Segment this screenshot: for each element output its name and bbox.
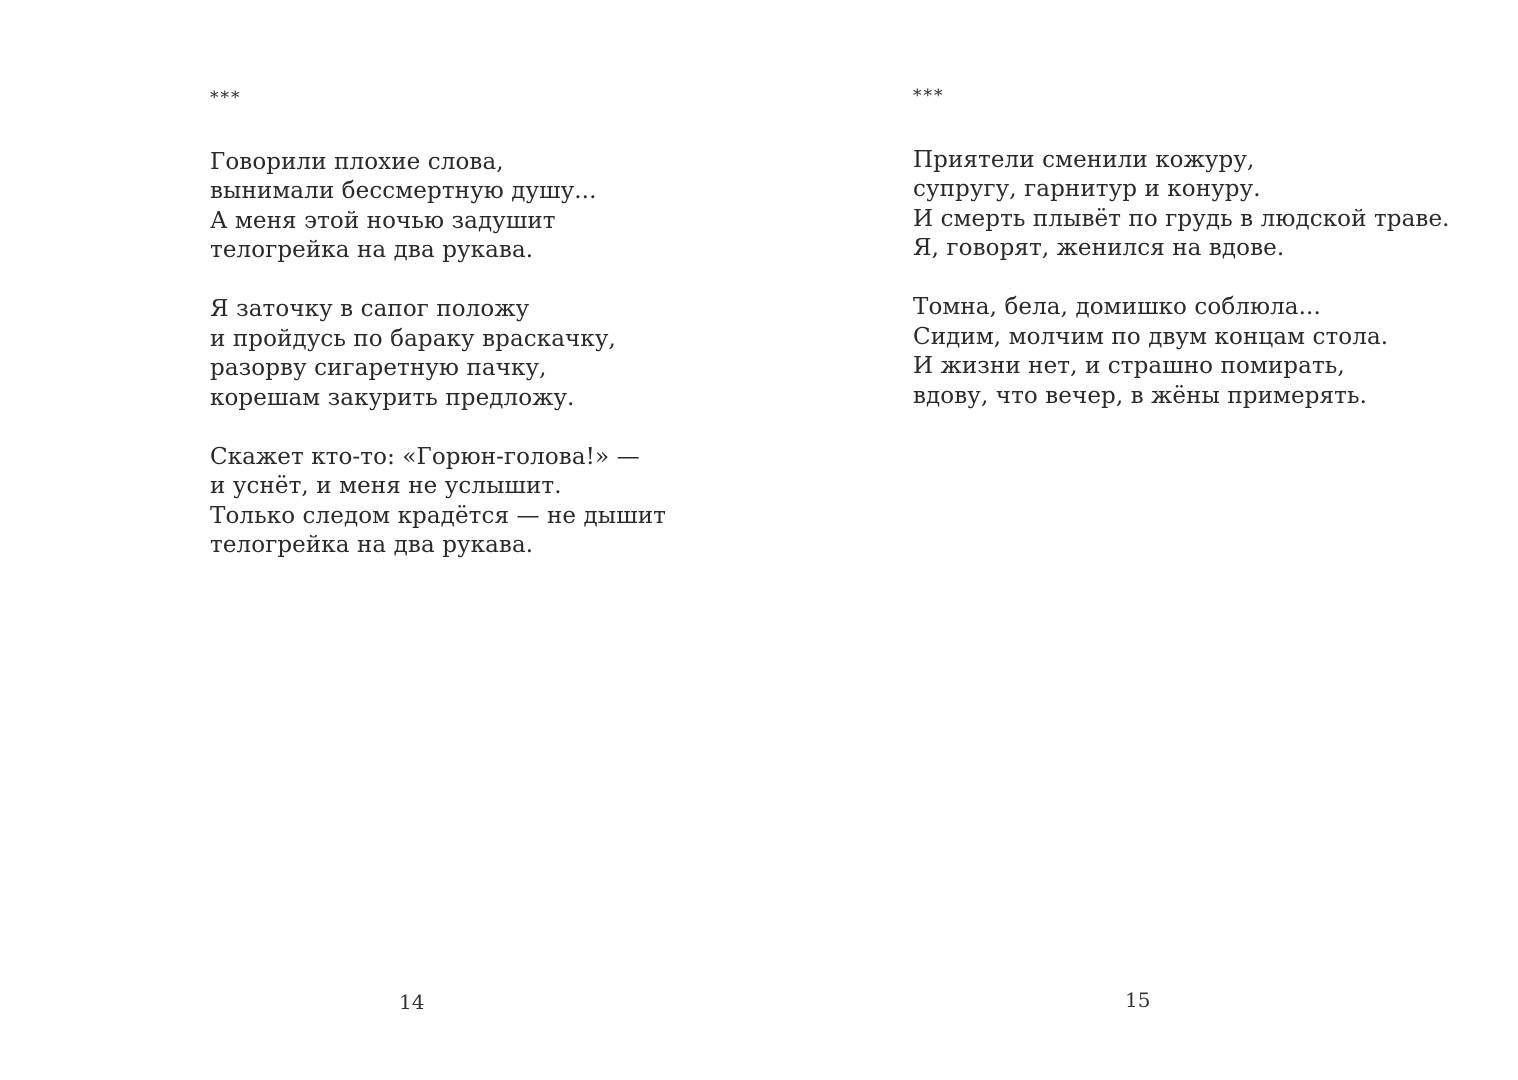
stanza-1 bbox=[913, 146, 1450, 264]
stanza-2 bbox=[210, 295, 666, 413]
poem-line: Я, говорят, женился на вдове. bbox=[913, 235, 1285, 261]
stanza-2 bbox=[913, 293, 1450, 411]
poem-separator: *** bbox=[913, 86, 945, 106]
poem-line: супругу, гарнитур и конуру. bbox=[913, 176, 1261, 202]
poem-line: Скажет кто-то: «Горюн-голова!» — bbox=[210, 443, 640, 470]
poem-line: телогрейка на два рукава. bbox=[210, 237, 534, 263]
poem-separator: *** bbox=[210, 88, 242, 108]
poem-line: А меня этой ночью задушит bbox=[210, 207, 556, 234]
right-page bbox=[759, 0, 1518, 1080]
poem-left bbox=[210, 84, 666, 590]
poem-line: И жизни нет, и страшно помирать, bbox=[913, 353, 1345, 379]
poem-line: корешам закурить предложу. bbox=[210, 384, 575, 411]
poem-line: и уснёт, и меня не услышит. bbox=[210, 473, 562, 499]
page-number-right: 15 bbox=[1125, 988, 1151, 1012]
poem-right bbox=[913, 82, 1450, 441]
poem-line: Только следом крадётся — не дышит bbox=[210, 502, 666, 529]
poem-line: разорву сигаретную пачку, bbox=[210, 355, 547, 381]
poem-line: Томна, бела, домишко соблюла... bbox=[913, 294, 1321, 320]
poem-line: Приятели сменили кожуру, bbox=[913, 146, 1255, 173]
poem-line: И смерть плывёт по грудь в людской траве. bbox=[913, 205, 1450, 232]
poem-line: Сидим, молчим по двум концам стола. bbox=[913, 323, 1389, 350]
poem-line: Я заточку в сапог положу bbox=[210, 296, 530, 322]
stanza-3 bbox=[210, 443, 666, 561]
poem-line: телогрейка на два рукава. bbox=[210, 532, 534, 558]
poem-line: вынимали бессмертную душу... bbox=[210, 178, 597, 204]
poem-line: Говорили плохие слова, bbox=[210, 148, 504, 175]
poem-line: и пройдусь по бараку враскачку, bbox=[210, 325, 616, 352]
poem-line: вдову, что вечер, в жёны примерять. bbox=[913, 382, 1368, 409]
page-number-left: 14 bbox=[399, 990, 425, 1014]
stanza-1 bbox=[210, 148, 666, 266]
